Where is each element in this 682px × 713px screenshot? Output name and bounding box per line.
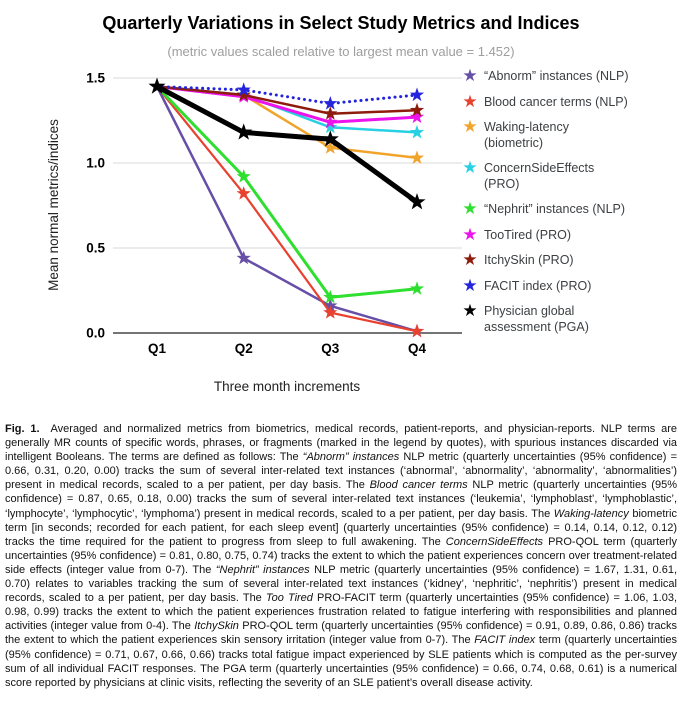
caption-text: Waking-latency [553,507,629,520]
caption-text: NLP metric (quarterly uncertainties (95% confidence) = 0.87, 0.65, 0.18, 0.00) tracks the sum of several inter-related text instances (‘leukemia’, ‘lymphoblast’, ‘lymphoblastic’, ‘lymphocyte’, ‘lymphocytic’, ‘lymphoma’) present in medical records, scaled to a per patient, per day basis. The [5,479,677,520]
legend-label: Blood cancer terms (NLP) [484,94,628,109]
star-icon: ★ [462,66,478,85]
y-tick-label: 0.0 [86,325,105,341]
chart-title: Quarterly Variations in Select Study Metrics and Indices [102,13,580,33]
caption-text: Blood cancer terms [369,479,468,492]
star-marker [410,324,424,338]
x-tick-label: Q2 [234,341,253,356]
y-tick-label: 0.5 [86,240,105,256]
caption-figure-label: Fig. 1. [5,423,40,435]
caption-text: PRO-FACIT term (quarterly uncertainties (95% confidence) = 1.06, 1.03, 0.98, 0.99) tracks the extent to which the patient experiences frustration related to fatigue interfering with responsibilities and planned activities (integer value from 0-4). The [5,592,677,633]
legend-item [458,275,680,295]
y-axis-title: Mean normal metrics/indices [46,119,61,291]
chart-legend [458,68,680,344]
legend-item [458,68,680,85]
series-line [157,87,417,332]
star-icon: ★ [462,117,478,136]
y-tick-label: 1.0 [86,155,105,171]
legend-item [458,160,680,192]
series-line [157,87,417,104]
star-icon: ★ [462,250,478,269]
star-marker [410,125,424,139]
x-tick-label: Q4 [407,341,427,356]
star-icon: ★ [462,275,478,295]
star-icon: ★ [462,158,478,177]
caption-text: NLP metric (quarterly uncertainties (95% confidence) = 0.66, 0.31, 0.20, 0.00) tracks the sum of several inter-related text instances (‘abnormal’, ‘abnormality’, ‘abnormality’, ‘abnormalities’) present in medical records, scaled to a per patient, per day basis. The [5,451,678,492]
caption-text: term (quarterly uncertainties (95% confidence) = 0.71, 0.67, 0.66, 0.66) tracks total fatigue impact experienced by SLE patients which is computed as the per-survey sum of all individual FACIT responses. The PGA term (quarterly uncertainties (95% confidence) = 0.66, 0.74, 0.68, 0.61) is a numerical score reported by physicians at clinic visits, reflecting the severity of an SLE patient’s overall disease activity. [5,634,677,689]
caption-text: Too Tired [265,592,313,605]
caption-text: “Nephrit” instances [215,563,310,576]
legend-label: “Abnorm” instances (NLP) [484,69,629,83]
y-tick-label: 1.5 [86,70,105,86]
star-marker [410,281,424,295]
caption-text: Averaged and normalized metrics from biometrics, medical records, patient-reports, and physician-reports. NLP terms are generally MR counts of specific words, phrases, or fragments (marked in the legend by quotes), with spurious instances discarded via intelligent Booleans. The terms are defined as follows: The [5,423,677,464]
figure-caption [5,422,677,690]
legend-item [458,303,680,335]
star-marker [410,150,424,164]
star-marker [235,123,252,139]
legend-item [458,119,680,151]
caption-text: PRO-QOL term (quarterly uncertainties (95% confidence) = 0.91, 0.89, 0.86, 0.86) tracks the extent to which the patient experiences skin sensory irritation (integer value from 0-7). The [5,620,678,647]
legend-label: ItchySkin (PRO) [484,253,574,267]
x-tick-label: Q1 [147,341,167,356]
legend-item [458,201,680,218]
star-icon: ★ [462,199,478,218]
legend-label: ConcernSideEffects (PRO) [484,161,595,191]
x-tick-label: Q3 [321,341,340,356]
legend-label: Physician global assessment (PGA) [484,304,589,334]
legend-label: “Nephrit” instances (NLP) [484,202,626,216]
star-icon: ★ [462,224,478,244]
legend-item [458,224,680,244]
caption-text: ItchySkin [194,620,239,633]
series-line [157,87,417,332]
legend-label: TooTired (PRO) [484,227,572,242]
legend-item [458,91,680,111]
caption-text: FACIT index [474,634,536,647]
legend-item [458,252,680,269]
caption-text: PRO-QOL term (quarterly uncertainties (95% confidence) = 0.81, 0.80, 0.75, 0.74) tracks the extent to which the patient experiences concern over treatment-related side effects (integer value from 0-7). The [5,535,677,576]
star-marker [410,88,424,102]
legend-label: Waking-latency (biometric) [484,120,569,150]
caption-text: biometric term [in seconds; recorded for each patient, for each sleep event] (quarterly uncertainties (95% confidence) = 0.14, 0.14, 0.12, 0.12) tracks the time required for the patient to progress from sleep to full awakening. The [5,507,677,548]
caption-text: NLP metric (quarterly uncertainties (95% confidence) = 1.67, 1.31, 0.61, 0.70) relates to variables tracking the sum of several inter-related text instances (‘kidney’, ‘nephritic’, ‘nephritis’) present in medical records, scaled to a per patient, per day basis. The [5,563,677,605]
caption-text: “Abnorm” instances [302,451,400,464]
x-axis-title: Three month increments [213,379,361,394]
legend-label: FACIT index (PRO) [484,278,592,293]
caption-text: ConcernSideEffects [445,535,544,548]
star-icon: ★ [462,301,478,320]
chart-subtitle: (metric values scaled relative to largest mean value = 1.452) [167,44,515,59]
star-icon: ★ [462,91,478,111]
